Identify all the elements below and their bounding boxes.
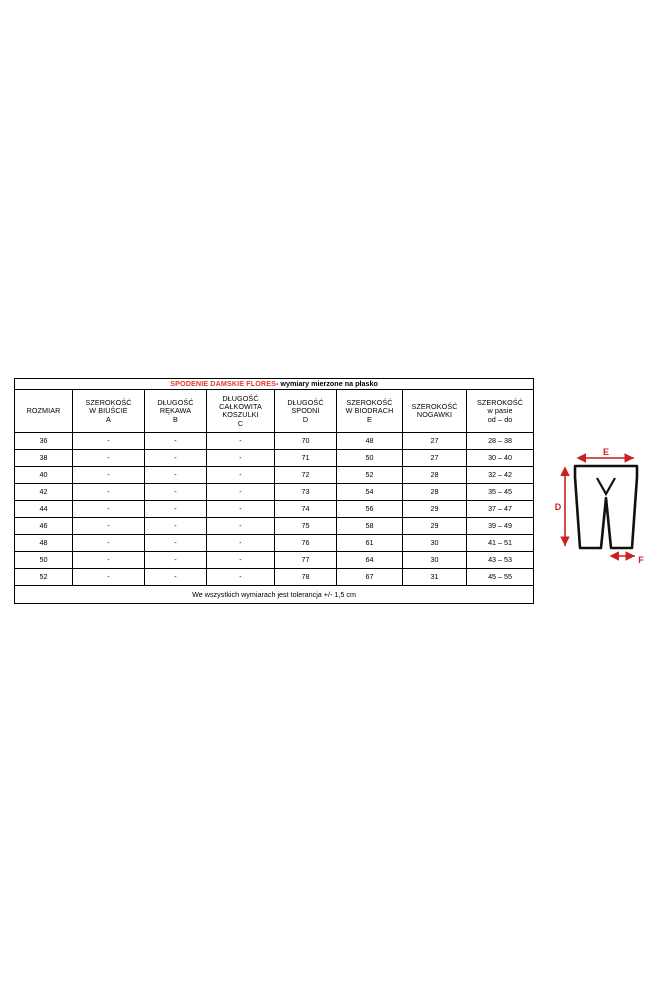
cell-nogawka: 31 [403,569,467,586]
cell-biust: - [73,552,145,569]
cell-koszulka: - [207,501,275,518]
cell-rozmiar: 48 [15,535,73,552]
column-header-rozmiar [15,390,73,433]
cell-rekaw: - [145,569,207,586]
cell-biodra: 50 [337,450,403,467]
table-row [15,501,534,518]
cell-rekaw: - [145,501,207,518]
table-row [15,433,534,450]
cell-biodra: 52 [337,467,403,484]
cell-rekaw: - [145,450,207,467]
cell-rozmiar: 46 [15,518,73,535]
header-line: B [173,414,178,424]
cell-rozmiar: 42 [15,484,73,501]
table-row [15,518,534,535]
cell-koszulka: - [207,569,275,586]
table-footer-row [15,586,534,604]
cell-biust: - [73,484,145,501]
header-line: E [367,414,372,424]
cell-spodnie: 77 [275,552,337,569]
cell-rozmiar: 38 [15,450,73,467]
header-line: DŁUGOŚĆ [157,397,194,407]
column-header-szerokosc-w-biuscie [73,390,145,433]
header-line: ROZMIAR [26,406,61,416]
cell-pas: 30 – 40 [467,450,534,467]
cell-rozmiar: 52 [15,569,73,586]
size-chart-figure [14,378,654,598]
table-row [15,467,534,484]
column-header-szerokosc-w-pasie [467,390,534,433]
cell-spodnie: 78 [275,569,337,586]
header-line: W BIUŚCIE [89,406,128,416]
cell-rekaw: - [145,433,207,450]
cell-spodnie: 72 [275,467,337,484]
cell-nogawka: 27 [403,450,467,467]
size-table [14,378,534,604]
cell-koszulka: - [207,518,275,535]
table-title-row [15,379,534,390]
cell-rekaw: - [145,552,207,569]
cell-rozmiar: 44 [15,501,73,518]
header-line: SZEROKOŚĆ [411,402,458,411]
header-line: SZEROKOŚĆ [346,397,393,407]
header-line: RĘKAWA [159,406,192,416]
cell-pas: 41 – 51 [467,535,534,552]
column-header-dlugosc-calkowita-koszulki [207,390,275,433]
header-line: od – do [487,414,513,424]
header-line: NOGAWKI [416,410,453,420]
cell-pas: 28 – 38 [467,433,534,450]
cell-biodra: 61 [337,535,403,552]
cell-pas: 43 – 53 [467,552,534,569]
cell-biust: - [73,450,145,467]
cell-nogawka: 30 [403,535,467,552]
header-line: SPODNI [291,406,320,416]
cell-spodnie: 70 [275,433,337,450]
table-row [15,484,534,501]
cell-biust: - [73,501,145,518]
cell-rekaw: - [145,518,207,535]
cell-biust: - [73,535,145,552]
table-title-cell [15,379,534,390]
header-line: A [106,414,111,424]
cell-rozmiar: 36 [15,433,73,450]
cell-pas: 32 – 42 [467,467,534,484]
cell-nogawka: 28 [403,484,467,501]
cell-koszulka: - [207,552,275,569]
table-row [15,450,534,467]
header-line: SZEROKOŚĆ [85,397,132,407]
measure-label-e: E [602,447,610,457]
cell-rozmiar: 40 [15,467,73,484]
cell-koszulka: - [207,433,275,450]
cell-pas: 45 – 55 [467,569,534,586]
cell-nogawka: 30 [403,552,467,569]
column-header-szerokosc-w-biodrach [337,390,403,433]
shorts-measurement-diagram [549,436,664,581]
cell-nogawka: 29 [403,501,467,518]
column-header-dlugosc-rekawa [145,390,207,433]
shorts-outline-shape [575,466,637,548]
tolerance-note: We wszystkich wymiarach jest tolerancja +/- 1,5 cm [15,586,534,604]
header-line: CAŁKOWITA [219,402,262,411]
cell-nogawka: 27 [403,433,467,450]
header-line: DŁUGOŚĆ [287,397,324,407]
header-line: D [302,414,309,424]
table-title-product: SPODENIE DAMSKIE FLORES [170,379,276,388]
cell-biust: - [73,569,145,586]
header-line: w pasie [487,406,513,416]
cell-rekaw: - [145,535,207,552]
table-row [15,552,534,569]
cell-spodnie: 74 [275,501,337,518]
table-header-row [15,390,534,433]
cell-biodra: 64 [337,552,403,569]
cell-biodra: 54 [337,484,403,501]
cell-spodnie: 76 [275,535,337,552]
cell-rozmiar: 50 [15,552,73,569]
cell-biodra: 48 [337,433,403,450]
measure-label-f: F [638,555,644,565]
cell-koszulka: - [207,450,275,467]
header-line: SZEROKOŚĆ [477,397,524,407]
table-title-note: - wymiary mierzone na płasko [275,379,378,388]
cell-biodra: 67 [337,569,403,586]
cell-rekaw: - [145,467,207,484]
cell-koszulka: - [207,535,275,552]
column-header-dlugosc-spodni [275,390,337,433]
cell-nogawka: 28 [403,467,467,484]
cell-spodnie: 75 [275,518,337,535]
cell-biust: - [73,518,145,535]
cell-pas: 37 – 47 [467,501,534,518]
column-header-szerokosc-nogawki [403,390,467,433]
cell-koszulka: - [207,484,275,501]
header-line: W BIODRACH [345,406,394,416]
cell-rekaw: - [145,484,207,501]
measure-label-d: D [554,502,562,512]
cell-koszulka: - [207,467,275,484]
cell-pas: 35 – 45 [467,484,534,501]
cell-biodra: 56 [337,501,403,518]
header-line: KOSZULKI [222,410,259,420]
cell-biodra: 58 [337,518,403,535]
cell-nogawka: 29 [403,518,467,535]
size-table-container [14,378,533,604]
table-row [15,569,534,586]
shorts-crotch-detail [597,478,615,494]
table-row [15,535,534,552]
cell-biust: - [73,433,145,450]
header-line: DŁUGOŚĆ [222,393,259,403]
header-line: C [237,418,244,428]
cell-pas: 39 – 49 [467,518,534,535]
cell-biust: - [73,467,145,484]
cell-spodnie: 71 [275,450,337,467]
cell-spodnie: 73 [275,484,337,501]
